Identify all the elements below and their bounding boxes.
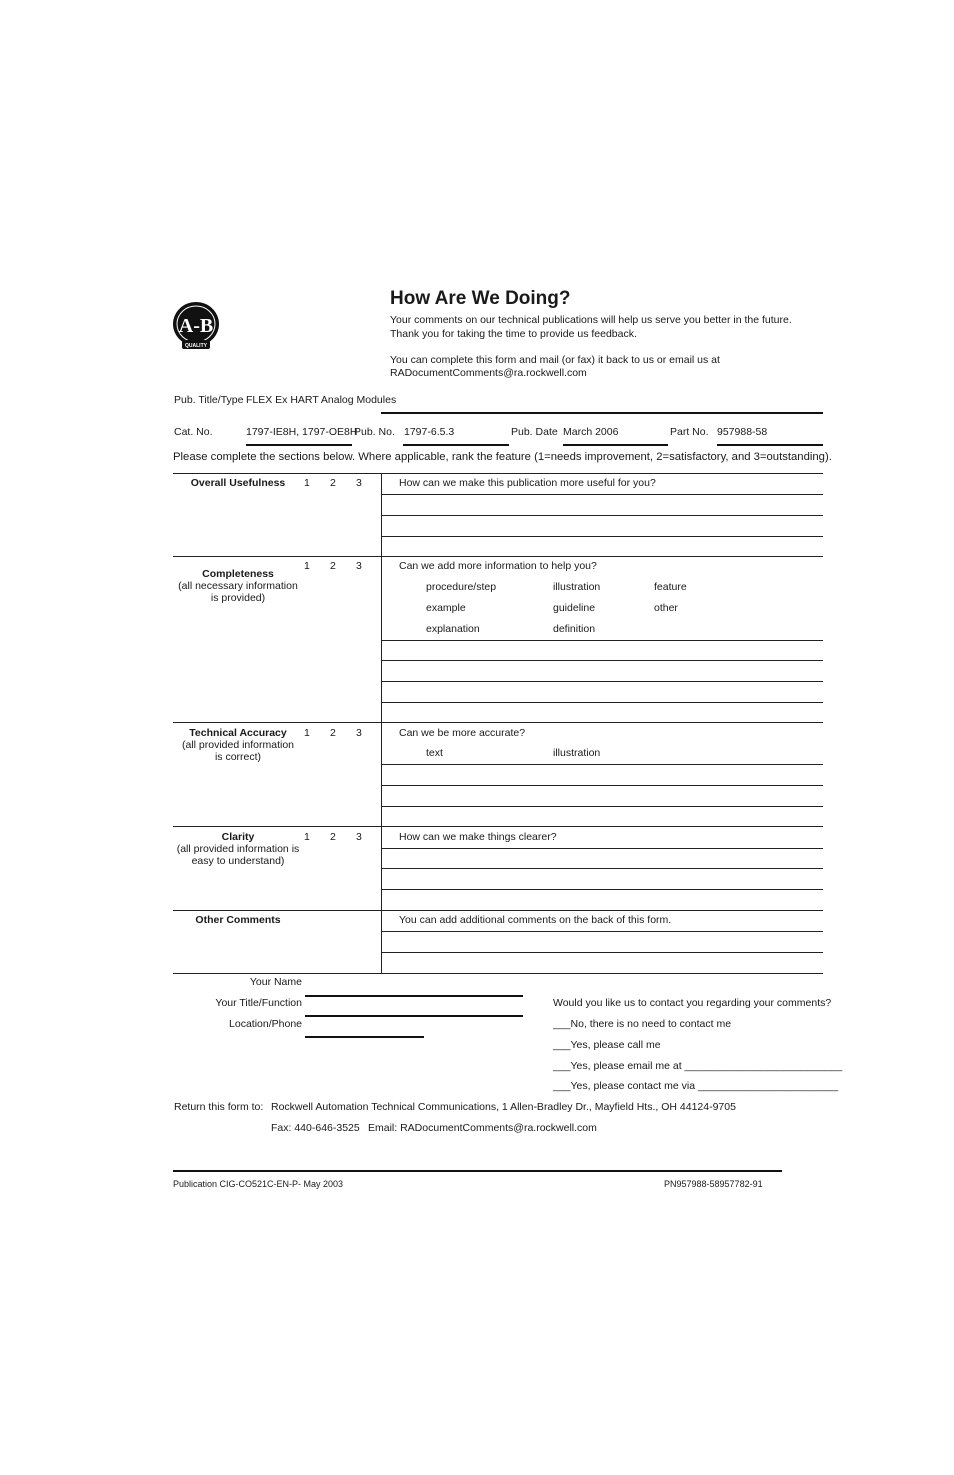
answer-line[interactable] — [381, 889, 823, 890]
answer-line[interactable] — [381, 952, 823, 953]
answer-line[interactable] — [381, 640, 823, 641]
option-explanation[interactable]: explanation — [426, 623, 480, 635]
cat-no-label: Cat. No. — [174, 426, 213, 438]
pub-no-underline — [403, 444, 509, 446]
completeness-sub2: is provided) — [210, 592, 266, 604]
answer-line[interactable] — [381, 931, 823, 932]
answer-line[interactable] — [381, 660, 823, 661]
usefulness-title: Overall Usefulness — [190, 477, 286, 489]
return-fax: Fax: 440-646-3525 — [271, 1122, 360, 1134]
clarity-title: Clarity — [221, 831, 255, 843]
option-example[interactable]: example — [426, 602, 466, 614]
option-guideline[interactable]: guideline — [553, 602, 596, 614]
intro-line-1: Your comments on our technical publications will help us serve you better in the future. — [390, 314, 792, 326]
answer-line[interactable] — [381, 848, 823, 849]
answer-line[interactable] — [381, 702, 823, 703]
your-title-field[interactable] — [305, 1015, 523, 1017]
option-text[interactable]: text — [426, 747, 443, 759]
form-title: How Are We Doing? — [390, 288, 571, 309]
completeness-title: Completeness — [202, 568, 274, 580]
intro-line-2: Thank you for taking the time to provide us feedback. — [390, 328, 637, 340]
contact-option-email[interactable]: ___Yes, please email me at ___________________________ — [553, 1060, 843, 1072]
rank-1[interactable]: 1 — [304, 477, 310, 489]
answer-line[interactable] — [381, 785, 823, 786]
pub-date-underline — [563, 444, 668, 446]
contact-question: Would you like us to contact you regarding your comments? — [553, 997, 832, 1009]
pub-no-label: Pub. No. — [354, 426, 395, 438]
rank-2[interactable]: 2 — [330, 727, 336, 739]
pub-no-value[interactable]: 1797-6.5.3 — [404, 426, 455, 438]
pub-title-value[interactable]: FLEX Ex HART Analog Modules — [246, 394, 397, 406]
option-procedure-step[interactable]: procedure/step — [426, 581, 497, 593]
section-divider — [173, 556, 823, 557]
answer-line[interactable] — [381, 868, 823, 869]
contact-option-no[interactable]: ___No, there is no need to contact me — [553, 1018, 732, 1030]
accuracy-sub2: is correct) — [214, 751, 262, 763]
footer-rule — [173, 1170, 782, 1172]
table-top-line — [173, 473, 823, 474]
rank-2[interactable]: 2 — [330, 477, 336, 489]
logo-text: A-B — [178, 315, 214, 337]
other-comments-title: Other Comments — [195, 914, 281, 926]
rank-3[interactable]: 3 — [356, 560, 362, 572]
footer-publication: Publication CIG-CO521C-EN-P- May 2003 — [173, 1179, 344, 1189]
pub-date-label: Pub. Date — [511, 426, 558, 438]
answer-line[interactable] — [381, 681, 823, 682]
divider — [381, 412, 823, 414]
mail-email: RADocumentComments@ra.rockwell.com — [390, 367, 587, 379]
cat-no-value[interactable]: 1797-IE8H, 1797-OE8H — [246, 426, 358, 438]
option-other[interactable]: other — [654, 602, 678, 614]
rank-2[interactable]: 2 — [330, 560, 336, 572]
completeness-question: Can we add more information to help you? — [399, 560, 597, 572]
logo-quality-text: QUALITY — [185, 343, 207, 349]
your-name-label: Your Name — [249, 976, 302, 988]
answer-line[interactable] — [381, 494, 823, 495]
rank-1[interactable]: 1 — [304, 560, 310, 572]
option-illustration[interactable]: illustration — [553, 581, 601, 593]
clarity-sub2: easy to understand) — [191, 855, 285, 867]
table-bottom-line — [173, 973, 823, 974]
option-feature[interactable]: feature — [654, 581, 687, 593]
answer-line[interactable] — [381, 806, 823, 807]
section-divider — [173, 826, 823, 827]
return-email: Email: RADocumentComments@ra.rockwell.com — [368, 1122, 597, 1134]
table-vertical-divider — [381, 473, 382, 973]
option-definition[interactable]: definition — [553, 623, 596, 635]
mail-line-1: You can complete this form and mail (or fax) it back to us or email us at — [390, 354, 720, 366]
rank-3[interactable]: 3 — [356, 831, 362, 843]
contact-option-call[interactable]: ___Yes, please call me — [553, 1039, 661, 1051]
part-no-underline — [717, 444, 823, 446]
footer-pn: PN957988-58957782-91 — [664, 1179, 763, 1189]
section-divider — [173, 722, 823, 723]
section-divider — [173, 910, 823, 911]
rank-3[interactable]: 3 — [356, 477, 362, 489]
accuracy-sub1: (all provided information — [181, 739, 295, 751]
completeness-sub1: (all necessary information — [178, 580, 298, 592]
rank-2[interactable]: 2 — [330, 831, 336, 843]
contact-option-other[interactable]: ___Yes, please contact me via ________________________ — [553, 1080, 839, 1092]
rank-3[interactable]: 3 — [356, 727, 362, 739]
answer-line[interactable] — [381, 764, 823, 765]
accuracy-question: Can we be more accurate? — [399, 727, 526, 739]
rank-1[interactable]: 1 — [304, 727, 310, 739]
your-title-label: Your Title/Function — [215, 997, 302, 1009]
your-name-field[interactable] — [305, 995, 523, 997]
option-illustration[interactable]: illustration — [553, 747, 601, 759]
return-label: Return this form to: — [174, 1101, 264, 1113]
rank-1[interactable]: 1 — [304, 831, 310, 843]
part-no-value[interactable]: 957988-58 — [717, 426, 768, 438]
other-comments-note: You can add additional comments on the back of this form. — [399, 914, 672, 926]
part-no-label: Part No. — [670, 426, 709, 438]
location-phone-label: Location/Phone — [229, 1018, 302, 1030]
usefulness-question: How can we make this publication more useful for you? — [399, 477, 656, 489]
instructions-text: Please complete the sections below. Where applicable, rank the feature (1=needs improvement, 2=satisfactory, and 3=outstanding). — [173, 451, 832, 463]
return-address: Rockwell Automation Technical Communications, 1 Allen-Bradley Dr., Mayfield Hts., OH 44124-9705 — [271, 1101, 736, 1113]
clarity-question: How can we make things clearer? — [399, 831, 557, 843]
pub-title-label: Pub. Title/Type — [174, 394, 244, 406]
accuracy-title: Technical Accuracy — [189, 727, 287, 739]
pub-date-value[interactable]: March 2006 — [563, 426, 619, 438]
answer-line[interactable] — [381, 536, 823, 537]
location-phone-field[interactable] — [305, 1036, 424, 1038]
clarity-sub1: (all provided information is — [176, 843, 300, 855]
cat-no-underline — [246, 444, 352, 446]
allen-bradley-logo — [172, 301, 220, 353]
answer-line[interactable] — [381, 515, 823, 516]
